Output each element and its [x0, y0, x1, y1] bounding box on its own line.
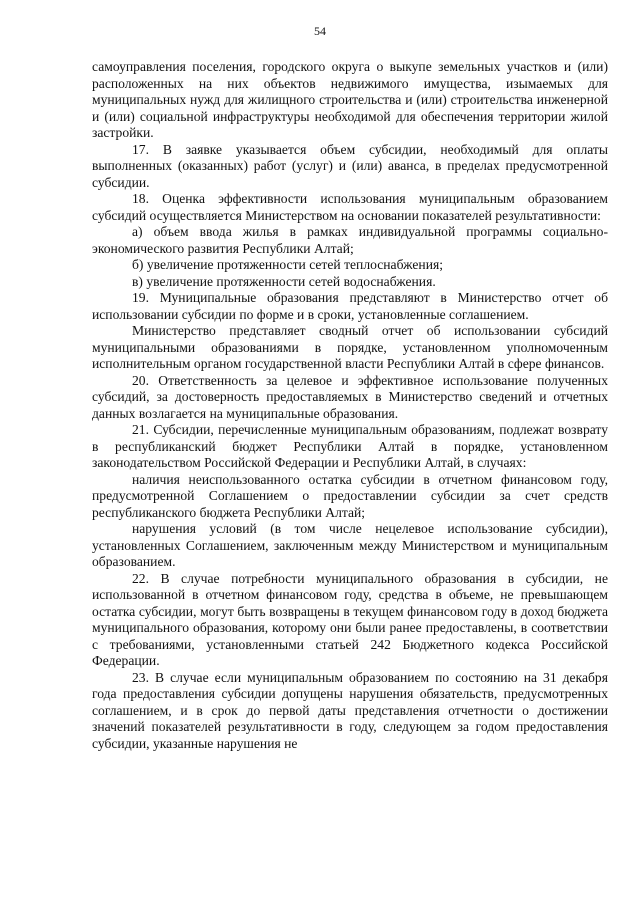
paragraph-17: 17. В заявке указывается объем субсидии, необходимый для оплаты выполненных (оказанных) работ (услуг) и (или) аванса, в пределах предусмотренной субсидии. [92, 141, 608, 190]
paragraph-18: 18. Оценка эффективности использования муниципальным образованием субсидий осуществляется Министерством на основании показателей результативности: [92, 191, 608, 223]
paragraph-21-case-unused-balance: наличия неиспользованного остатка субсидии в отчетном финансовом году, предусмотренной Соглашением о предоставлении субсидии за счет средств республиканского бюджета Республики Алтай; [92, 471, 608, 520]
paragraph-18-item-a: а) объем ввода жилья в рамках индивидуальной программы социально-экономического развития Республики Алтай; [92, 224, 608, 256]
paragraph-19: 19. Муниципальные образования представляют в Министерство отчет об использовании субсидии по форме и в сроки, установленные соглашением. [92, 290, 608, 322]
paragraph-21: 21. Субсидии, перечисленные муниципальным образованиям, подлежат возврату в республиканский бюджет Республики Алтай в порядке, установленном законодательством Российской Федерации и Республики Алтай, в случаях: [92, 422, 608, 470]
paragraph-21-case-violation: нарушения условий (в том числе нецелевое использование субсидии), установленных Соглашением, заключенным между Министерством и муниципальным образованием. [92, 521, 608, 569]
paragraph-20: 20. Ответственность за целевое и эффективное использование полученных субсидий, за достоверность предоставляемых в Министерство сведений и отчетных данных возлагается на муниципальные образования. [92, 372, 608, 421]
paragraph-18-item-c: в) увеличение протяженности сетей водоснабжения. [132, 273, 436, 289]
paragraph-19-summary-report: Министерство представляет сводный отчет об использовании субсидий муниципальными образованиями в порядке, установленном уполномоченным исполнительным органом государственной власти Республики Алтай в сфере финансов. [92, 323, 608, 371]
paragraph-continuation: самоуправления поселения, городского округа о выкупе земельных участков и (или) расположенных на них объектов недвижимого имущества, изымаемых для муниципальных нужд для жилищного строительства и (или) строительства инженерной и (или) социальной инфраструктуры необходимой для обеспечения территории жилой застройки. [92, 59, 608, 140]
document-body [92, 59, 608, 752]
page-number: 54 [314, 24, 326, 38]
paragraph-22: 22. В случае потребности муниципального образования в субсидии, не использованной в отчетном финансовом году, средства в объеме, не превышающем остатка субсидии, могут быть возвращены в текущем финансовом году в доход бюджета муниципального образования, которому они были ранее предоставлены, в соответствии с требованиями, установленными статьей 242 Бюджетного кодекса Российской Федерации. [92, 570, 608, 668]
paragraph-23: 23. В случае если муниципальным образованием по состоянию на 31 декабря года предоставления субсидии допущены нарушения обязательств, предусмотренных соглашением, и в срок до первой даты представления отчетности о достижении значений показателей результативности в году, следующем за годом предоставления субсидии, указанные нарушения не [92, 669, 608, 751]
paragraph-18-item-b: б) увеличение протяженности сетей теплоснабжения; [132, 257, 443, 272]
